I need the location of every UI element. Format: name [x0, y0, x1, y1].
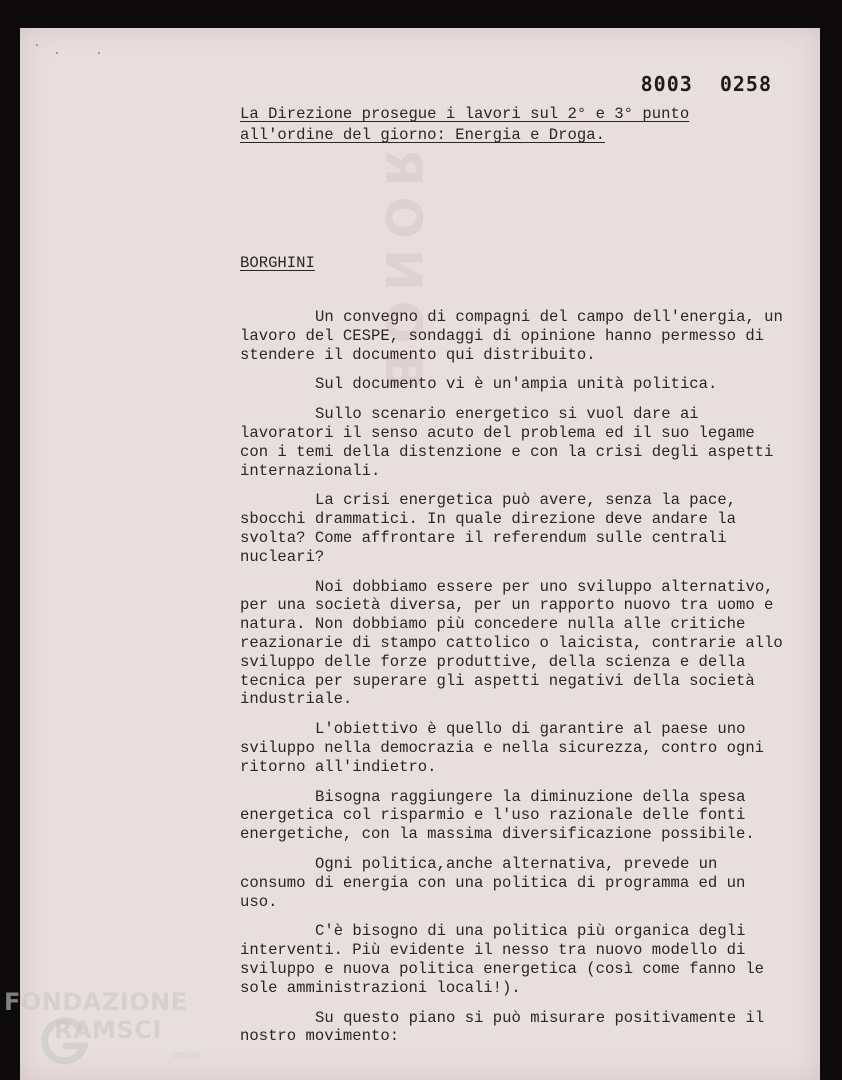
- speech-body: [240, 308, 788, 1057]
- paragraph: C'è bisogno di una politica più organica degli interventi. Più evidente il nesso tra nuovo modello di sviluppo e nuova politica energetica (così come fanno le sole amministrazioni locali!).: [240, 922, 765, 997]
- paragraph: L'obiettivo è quello di garantire al paese uno sviluppo nella democrazia e nella sicurezza, contro ogni ritorno all'indietro.: [240, 720, 765, 776]
- paragraph: Bisogna raggiungere la diminuzione della spesa energetica col risparmio e l'uso razionale delle fonti energetiche, con la massima diversificazione possibile.: [240, 787, 755, 844]
- paragraph: Su questo piano si può misurare positivamente il nostro movimento:: [240, 1008, 765, 1046]
- document-page: [20, 28, 820, 1080]
- paragraph: La crisi energetica può avere, senza la pace, sbocchi drammatici. In quale direzione deve andare la svolta? Come affrontare il referendum sulle centrali nucleari?: [240, 491, 737, 566]
- watermark-line-2: RAMSCI: [54, 1016, 162, 1044]
- paragraph: Sul documento vi è un'ampia unità politica.: [315, 375, 718, 394]
- document-number-page: 0258: [719, 72, 772, 96]
- speaker-name: BORGHINI: [240, 254, 315, 272]
- paragraph: Ogni politica,anche alternativa, prevede un consumo di energia con una politica di programma ed un uso.: [240, 854, 746, 911]
- show-through-text: ЯOИОВ: [374, 148, 432, 402]
- document-number-series: 8003: [640, 72, 693, 96]
- paragraph: Noi dobbiamo essere per uno sviluppo alternativo, per una società diversa, per un rapporto nuovo tra uomo e natura. Non dobbiamo più concedere nulla alle critiche reazionarie di stampo cattolico o laicista, contrarie allo sviluppo delle forze produttive, della scienza e della tecnica per superare gli aspetti negativi della società industriale.: [240, 577, 783, 709]
- scan-speck: [98, 52, 100, 54]
- document-number: [641, 72, 772, 96]
- watermark-line-1: FONDAZIONE: [4, 988, 188, 1016]
- watermark-line-3: onlus: [172, 1050, 199, 1061]
- scan-speck: [56, 52, 58, 54]
- scan-speck: [36, 44, 38, 46]
- intro-line: La Direzione prosegue i lavori sul 2° e 3° punto all'ordine del giorno: Energia e Droga.: [240, 105, 690, 144]
- paragraph: Un convegno di compagni del campo dell'energia, un lavoro del CESPE, sondaggi di opinione hanno permesso di stendere il documento qui distribuito.: [240, 308, 783, 364]
- paragraph: Sullo scenario energetico si vuol dare ai lavoratori il senso acuto del problema ed il suo legame con i temi della distenzione e con la crisi degli aspetti internazionali.: [240, 405, 774, 480]
- fondazione-gramsci-watermark: [4, 988, 224, 1074]
